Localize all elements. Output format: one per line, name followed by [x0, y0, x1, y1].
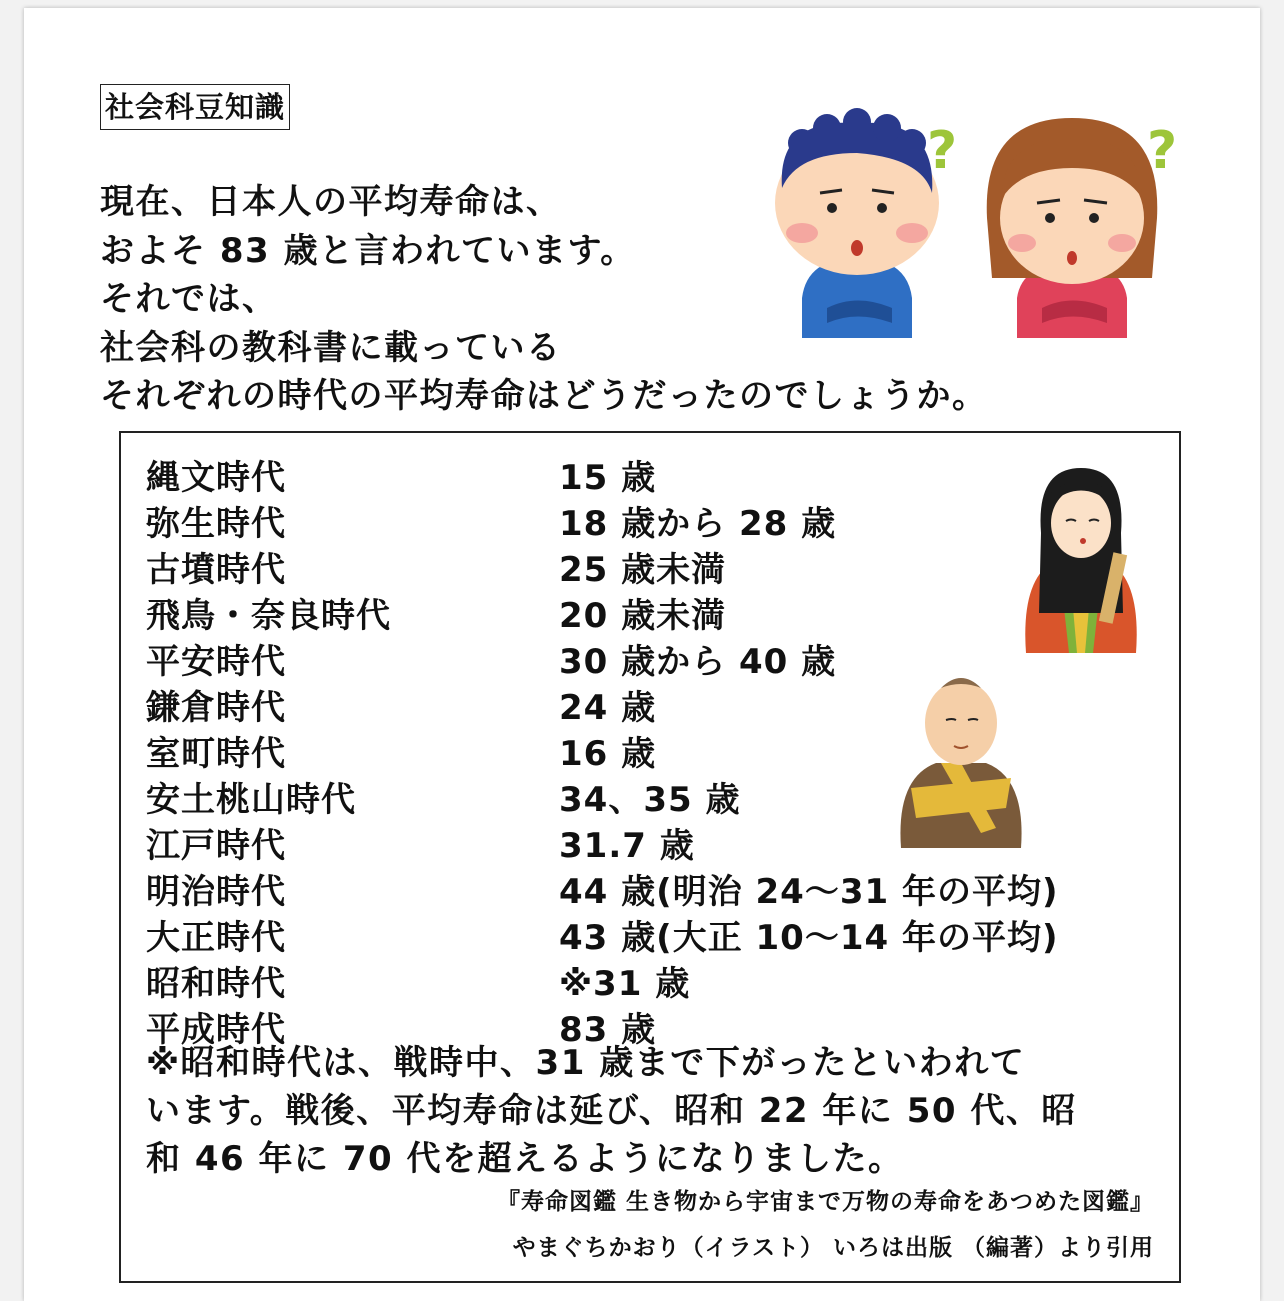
wondering-children-illustration	[752, 98, 1192, 338]
footnote-line: ※昭和時代は、戦時中、31 歳まで下がったといわれて	[146, 1043, 1026, 1083]
footnote-line: います。戦後、平均寿命は延び、昭和 22 年に 50 代、昭	[146, 1091, 1077, 1131]
citation-line: やまぐちかおり（イラスト） いろは出版 （編著）より引用	[512, 1235, 1154, 1261]
intro-line: 社会科の教科書に載っている	[100, 327, 562, 368]
monk-illustration	[896, 658, 1026, 848]
era-name: 弥生時代	[146, 504, 286, 544]
era-name: 平安時代	[146, 642, 286, 682]
era-name: 安土桃山時代	[146, 780, 356, 820]
boy-icon	[775, 108, 939, 338]
era-lifespan: 18 歳から 28 歳	[559, 504, 837, 544]
era-name: 鎌倉時代	[146, 688, 286, 728]
footnote	[146, 1039, 1166, 1183]
era-name: 昭和時代	[146, 964, 286, 1004]
era-lifespan: 31.7 歳	[559, 826, 695, 866]
question-mark-icon: ?	[927, 121, 958, 181]
era-name: 縄文時代	[146, 458, 286, 498]
era-name: 室町時代	[146, 734, 286, 774]
era-lifespan: 20 歳未満	[559, 596, 727, 636]
era-name: 古墳時代	[146, 550, 286, 590]
era-lifespan: 25 歳未満	[559, 550, 727, 590]
citation-line: 『寿命図鑑 生き物から宇宙まで万物の寿命をあつめた図鑑』	[496, 1189, 1154, 1215]
footnote-line: 和 46 年に 70 代を超えるようになりました。	[146, 1139, 904, 1179]
page-heading: 社会科豆知識	[100, 84, 290, 130]
girl-icon	[987, 118, 1158, 338]
era-lifespan: 15 歳	[559, 458, 657, 498]
era-name: 明治時代	[146, 872, 286, 912]
era-lifespan-table	[119, 431, 1181, 1283]
era-name: 江戸時代	[146, 826, 286, 866]
era-lifespan: 44 歳(明治 24～31 年の平均)	[559, 872, 1059, 912]
citation	[497, 1179, 1154, 1271]
heian-lady-illustration	[1011, 463, 1151, 673]
era-lifespan: 43 歳(大正 10～14 年の平均)	[559, 918, 1059, 958]
era-lifespan: ※31 歳	[559, 964, 691, 1004]
era-lifespan: 83 歳	[559, 1010, 657, 1050]
era-lifespan: 16 歳	[559, 734, 657, 774]
question-mark-icon: ?	[1147, 121, 1178, 181]
intro-line: およそ 83 歳と言われています。	[100, 230, 636, 271]
era-name: 平成時代	[146, 1010, 286, 1050]
era-lifespan: 34、35 歳	[559, 780, 741, 820]
intro-line: 現在、日本人の平均寿命は、	[100, 182, 562, 222]
document-page	[24, 8, 1260, 1301]
era-lifespan: 24 歳	[559, 688, 657, 728]
intro-line: それぞれの時代の平均寿命はどうだったのでしょうか。	[100, 376, 988, 416]
era-name: 飛鳥・奈良時代	[146, 596, 391, 636]
intro-line: それでは、	[100, 279, 278, 319]
era-lifespan: 30 歳から 40 歳	[559, 642, 837, 682]
era-name: 大正時代	[146, 918, 286, 958]
